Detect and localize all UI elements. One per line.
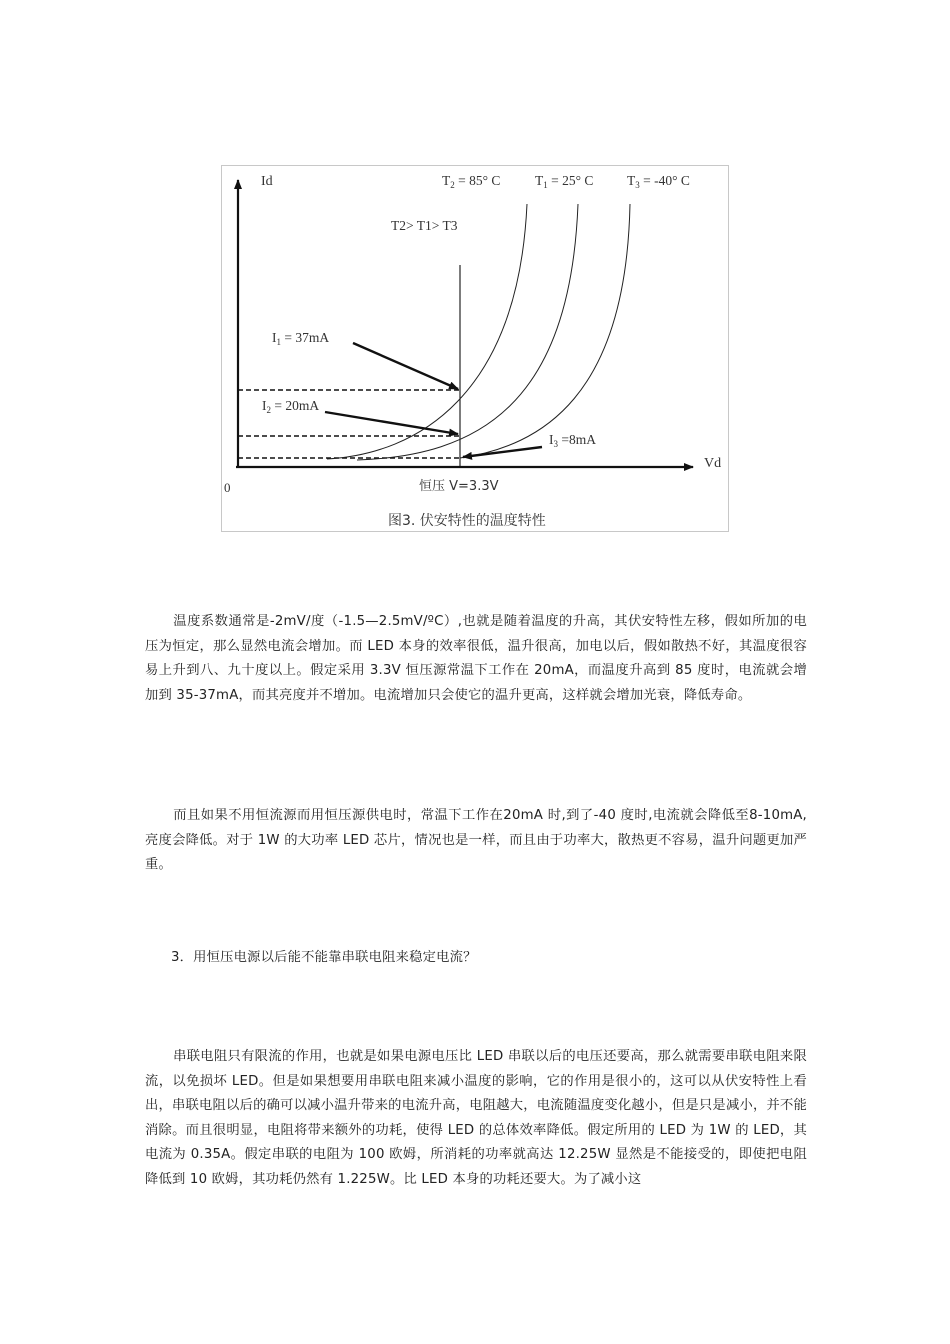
paragraph-text: 而且如果不用恒流源而用恒压源供电时，常温下工作在20mA 时,到了-40 度时,电流就会降低至8-10mA,亮度会降低。对于 1W 的大功率 LED 芯片，情况也是一样，而且由于功率大，散热更不容易，温升问题更加严重。 [145, 808, 807, 873]
paragraph-text: 温度系数通常是-2mV/度（-1.5—2.5mV/ºC）,也就是随着温度的升高，其伏安特性左移，假如所加的电压为恒定，那么显然电流会增加。而 LED 本身的效率很低，温升很高，加电以后，假如散热不好，其温度很容易上升到八、九十度以上。假定采用 3.3V 恒压源常温下工作在 20mA，而温度升高到 85 度时，电流就会增加到 35-37mA，而其亮度并不增加。电流增加只会使它的温升更高，这样就会增加光衰，降低寿命。 [145, 614, 807, 703]
current-label-i3: $I_3 =8mA$ [549, 432, 596, 449]
temperature-order-label: T2> T1> T3 [391, 218, 458, 233]
curve-label-t2: $T_2 = 85^\circ$ C [442, 173, 501, 190]
paragraph-constant-voltage [145, 804, 807, 878]
section-heading-series-resistor [171, 946, 833, 971]
arrow-i2 [325, 412, 458, 434]
curve-label-t3: $T_3 = -40^\circ$ C [627, 173, 690, 190]
iv-temperature-figure [221, 165, 729, 532]
y-axis-label: Id [261, 174, 273, 189]
arrow-i3 [463, 447, 542, 457]
paragraph-text: 串联电阻只有限流的作用，也就是如果电源电压比 LED 串联以后的电压还要高，那么就需要串联电阻来限流，以免损坏 LED。但是如果想要用串联电阻来减小温度的影响，它的作用是很小的，这可以从伏安特性上看出，串联电阻以后的确可以减小温升带来的电流升高，电阻越大，电流随温度变化越小，但是只是减小，并不能消除。而且很明显，电阻将带来额外的功耗，使得 LED 的总体效率降低。假定所用的 LED 为 1W 的 LED，其电流为 0.35A。假定串联的电阻为 100 欧姆，所消耗的功率就高达 12.25W 显然是不能接受的，即使把电阻降低到 10 欧姆，其功耗仍然有 1.225W。比 LED 本身的功耗还要大。为了减小这 [145, 1049, 807, 1187]
voltage-label: 恒压 V=3.3V [419, 479, 499, 494]
current-label-i1: $I_1 = 37mA$ [272, 330, 330, 347]
arrow-i1 [353, 343, 458, 389]
paragraph-series-resistor [145, 1045, 807, 1193]
x-axis-label: Vd [704, 456, 722, 471]
origin-label: 0 [224, 480, 231, 495]
curve-t2 [327, 204, 527, 459]
current-label-i2: $I_2 = 20mA$ [262, 398, 320, 415]
curve-t3 [460, 204, 630, 458]
iv-curve-diagram [222, 166, 730, 533]
figure-caption: 图3. 伏安特性的温度特性 [388, 513, 546, 529]
curve-label-t1: $T_1 = 25^\circ$ C [535, 173, 594, 190]
heading-text: 3．用恒压电源以后能不能靠串联电阻来稳定电流？ [171, 950, 477, 965]
paragraph-temperature-coefficient [145, 610, 807, 708]
